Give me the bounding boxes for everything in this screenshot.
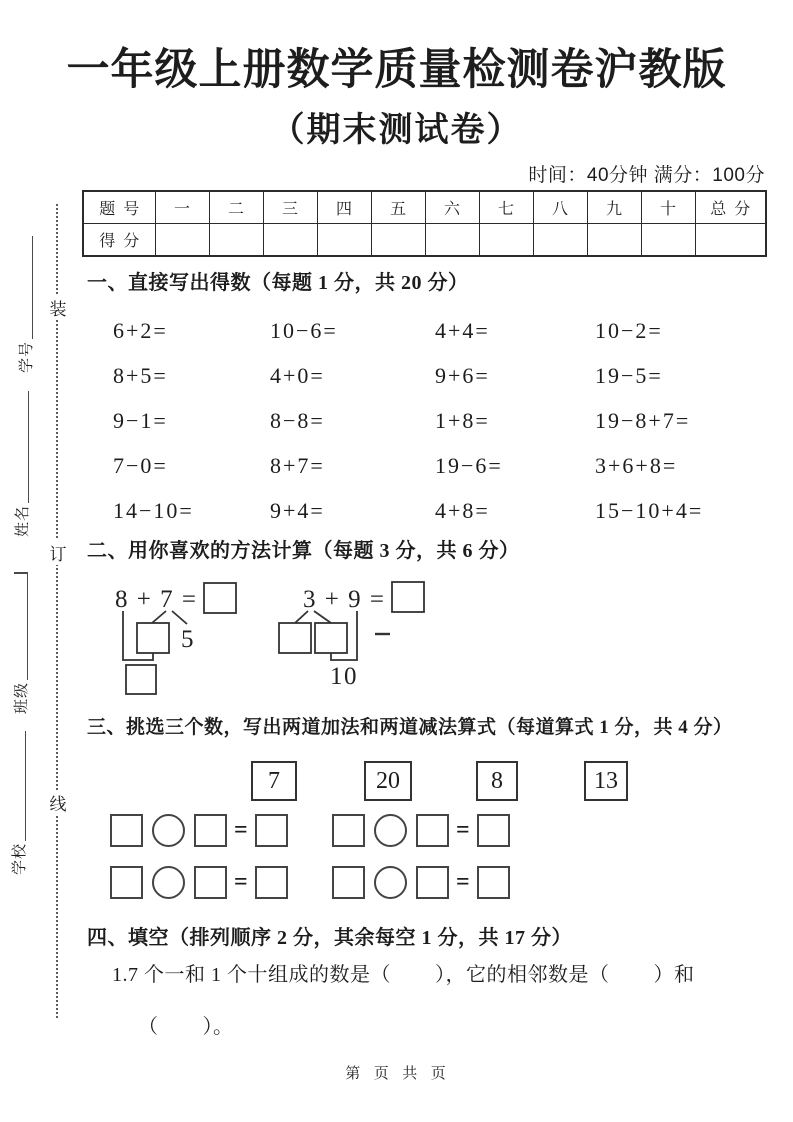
decomposition-problem-1 [115,583,236,694]
equals-sign: = [456,817,470,843]
question-number-row [83,191,766,224]
problem: 7−0= [113,453,168,478]
result-box [477,866,510,899]
problem: 6+2= [113,318,168,343]
score-cell-total [695,224,766,257]
score-cell [317,224,371,257]
class-label: 班级 [14,681,30,714]
problem: 3+6+8= [595,453,678,478]
decomposition-problem-2 [279,582,424,690]
equals-sign: = [234,817,248,843]
score-row-label: 得 分 [83,224,155,257]
problem: 8+7= [270,453,325,478]
score-cell [425,224,479,257]
score-table-col-5: 五 [371,191,425,224]
student-id-field [18,233,36,373]
binding-char-xian: 线 [48,790,68,815]
score-table-col-6: 六 [425,191,479,224]
expression-text: 3 + 9 = [303,586,386,613]
section-one-problems [113,316,703,525]
score-table-col-1: 一 [155,191,209,224]
answer-box [204,583,236,613]
problem: 1+8= [435,408,490,433]
section-one-heading: 一、直接写出得数（每题 1 分，共 20 分） [87,272,469,294]
problem: 14−10= [113,498,194,523]
fill-blank-item-1-line-2: （ ）。 [138,1016,234,1038]
operand-box [110,814,143,847]
page-title: 一年级上册数学质量检测卷沪教版 [66,46,727,94]
result-box [477,814,510,847]
operand-box [194,814,227,847]
operator-circle [152,814,185,847]
score-cell [263,224,317,257]
name-blank [24,391,29,503]
result-box [255,866,288,899]
score-row [83,224,766,257]
equation-template [110,866,288,899]
operand-box [194,866,227,899]
operand-box [332,814,365,847]
score-table-col-10: 十 [641,191,695,224]
equation-template [110,814,288,847]
given-part-text: 5 [181,626,195,653]
operand-box [416,866,449,899]
problem: 4+4= [435,318,490,343]
binding-char-ding: 订 [48,540,68,565]
score-table-col-9: 九 [587,191,641,224]
score-table-col-7: 七 [479,191,533,224]
operator-circle [374,866,407,899]
section-four-heading: 四、填空（排列顺序 2 分，其余每空 1 分，共 17 分） [87,927,572,949]
student-id-label: 学号 [19,340,35,373]
class-field [13,566,31,714]
problem: 8+5= [113,363,168,388]
problem: 4+8= [435,498,490,523]
section-three-heading: 三、挑选三个数，写出两道加法和两道减法算式（每道算式 1 分，共 4 分） [87,717,733,738]
number-decomposition-diagrams [95,572,495,700]
branch-line [295,611,308,623]
class-blank [23,572,28,680]
operator-circle [152,866,185,899]
operand-box [416,814,449,847]
problem: 19−8+7= [595,408,691,433]
part-box [279,623,311,653]
section-two-heading: 二、用你喜欢的方法计算（每题 3 分，共 6 分） [87,540,520,562]
score-cell [641,224,695,257]
operator-circle [374,814,407,847]
page-subtitle: （期末测试卷） [270,111,523,149]
student-id-blank [28,236,33,339]
score-cell [533,224,587,257]
problem: 19−5= [595,363,663,388]
score-table-corner: 题 号 [83,191,155,224]
name-label: 姓名 [15,504,31,537]
score-cell [209,224,263,257]
fill-blank-item-1-line-1: 1.7 个一和 1 个十组成的数是（ ），它的相邻数是（ ）和 [112,964,695,986]
number-card: 13 [584,761,628,801]
score-cell [587,224,641,257]
score-cell [155,224,209,257]
score-table-total: 总 分 [695,191,766,224]
equation-template [332,866,510,899]
sum-box [126,665,156,694]
number-card: 8 [476,761,518,801]
operand-box [110,866,143,899]
problem: 4+0= [270,363,325,388]
score-table-col-2: 二 [209,191,263,224]
score-table-col-8: 八 [533,191,587,224]
number-card: 20 [364,761,412,801]
score-cell [371,224,425,257]
expression-text: 8 + 7 = [115,586,198,613]
problem: 9−1= [113,408,168,433]
score-table-col-3: 三 [263,191,317,224]
part-box [137,623,169,653]
answer-box [392,582,424,612]
equals-sign: = [456,869,470,895]
name-field [14,387,32,537]
school-label: 学校 [12,842,28,875]
problem: 19−6= [435,453,503,478]
page-footer: 第 页 共 页 [345,1066,448,1082]
problem: 10−6= [270,318,338,343]
number-card: 7 [251,761,297,801]
problem: 10−2= [595,318,663,343]
score-cell [479,224,533,257]
part-box [315,623,347,653]
problem: 8−8= [270,408,325,433]
problem: 9+6= [435,363,490,388]
equation-template [332,814,510,847]
equals-sign: = [234,869,248,895]
binding-char-zhuang: 装 [48,295,68,320]
school-blank [21,731,26,841]
problem: 15−10+4= [595,498,704,523]
score-table-col-4: 四 [317,191,371,224]
operand-box [332,866,365,899]
school-field [11,725,29,875]
binding-dotted-line [56,204,58,1018]
result-box [255,814,288,847]
time-score-info: 时间：40分钟 满分：100分 [528,165,765,186]
problem: 9+4= [270,498,325,523]
score-table [82,190,767,257]
given-sum-text: 10 [330,663,358,690]
